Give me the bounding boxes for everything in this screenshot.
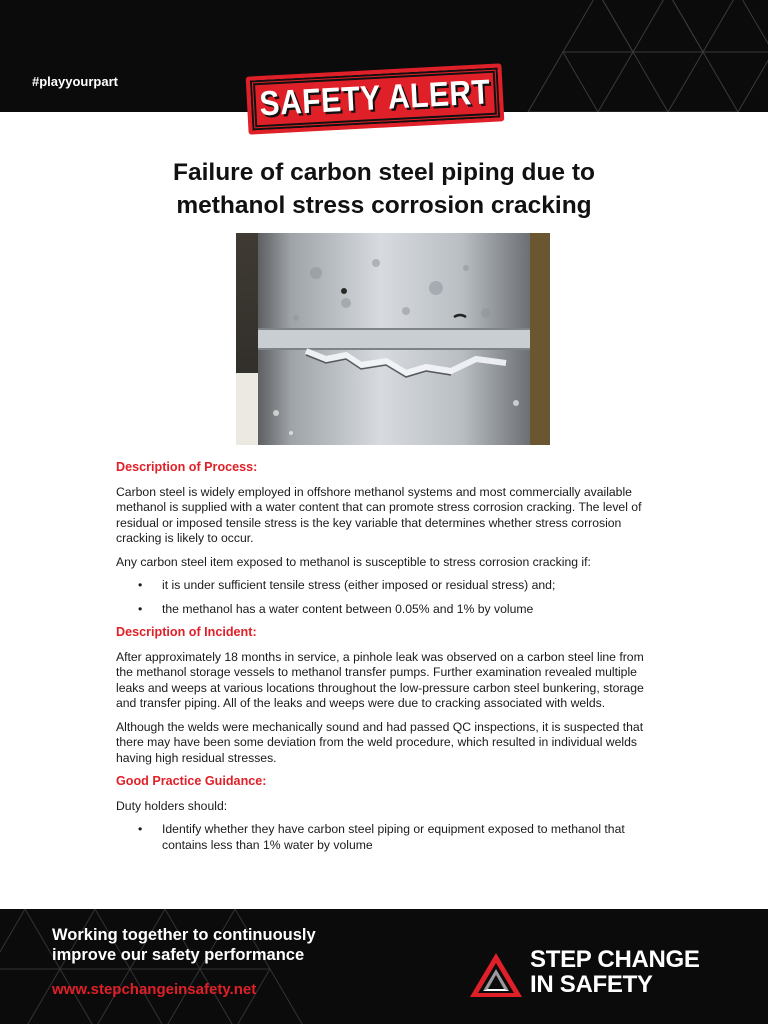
- process-heading: Description of Process:: [116, 460, 258, 474]
- safety-alert-stamp: [246, 63, 505, 134]
- process-paragraph-2: Any carbon steel item exposed to methanol is susceptible to stress corrosion cracking if:: [116, 554, 591, 569]
- triangle-pattern: [508, 0, 768, 112]
- guidance-paragraph-1: Duty holders should:: [116, 798, 228, 813]
- pipe-photo: [236, 233, 550, 445]
- tagline-line-1: Working together to continuously: [52, 926, 316, 944]
- title-line-1: Failure of carbon steel piping due to: [173, 159, 595, 186]
- footer-tagline: [52, 925, 316, 965]
- incident-paragraph-1: After approximately 18 months in service, a pinhole leak was observed on a carbon steel line from the methanol storage vessels to methanol transfer pumps. Further examination revealed multiple leaks and weeps at various locations throughout the low-pressure carbon steel bunkering, storage and transfer piping. All of the leaks and weeps were due to cracking associated with welds.: [116, 649, 644, 710]
- list-item: [116, 822, 656, 853]
- list-item: [116, 578, 656, 594]
- incident-heading: Description of Incident:: [116, 625, 257, 639]
- guidance-bullet-list: [116, 822, 656, 853]
- website-link[interactable]: www.stepchangeinsafety.net: [52, 981, 257, 998]
- title-line-2: methanol stress corrosion cracking: [176, 192, 592, 219]
- page-title: [40, 156, 728, 222]
- footer-bar: [0, 909, 768, 1024]
- bullet-icon: •: [138, 601, 143, 616]
- logo-line-2: IN SAFETY: [530, 971, 653, 998]
- bullet-icon: •: [138, 578, 143, 592]
- stamp-frame: [253, 71, 497, 128]
- list-item: [116, 602, 656, 618]
- hashtag-label: #playyourpart: [32, 74, 118, 89]
- tagline-line-2: improve our safety performance: [52, 946, 305, 964]
- bullet-icon: •: [138, 822, 143, 836]
- corroded-pipe-weld-photo: [236, 233, 550, 445]
- step-change-triangle-icon: [468, 951, 524, 999]
- guidance-heading: Good Practice Guidance:: [116, 774, 267, 788]
- logo-line-1: STEP CHANGE: [530, 946, 700, 973]
- incident-paragraph-2: Although the welds were mechanically sound and had passed QC inspections, it is suspected that there may have been some deviation from the weld procedure, which resulted in individual welds having high residual stresses.: [116, 719, 644, 765]
- process-bullet-list: [116, 578, 656, 617]
- process-paragraph-1: Carbon steel is widely employed in offshore methanol systems and most commercially available methanol is supplied with a water content that can promote stress corrosion cracking. The level of residual or imposed tensile stress is the key variable that determines whether stress corrosion cracking is likely to occur.: [116, 484, 642, 545]
- stamp-label: SAFETY ALERT: [258, 73, 492, 124]
- list-item-text: it is under sufficient tensile stress (either imposed or residual stress) and;: [162, 578, 556, 592]
- list-item-text: the methanol has a water content between 0.05% and 1% by volume: [162, 601, 534, 616]
- step-change-logo-text: [530, 947, 700, 997]
- list-item-text: Identify whether they have carbon steel piping or equipment exposed to methanol that contains less than 1% water by volume: [162, 822, 625, 852]
- alert-body: [116, 460, 656, 861]
